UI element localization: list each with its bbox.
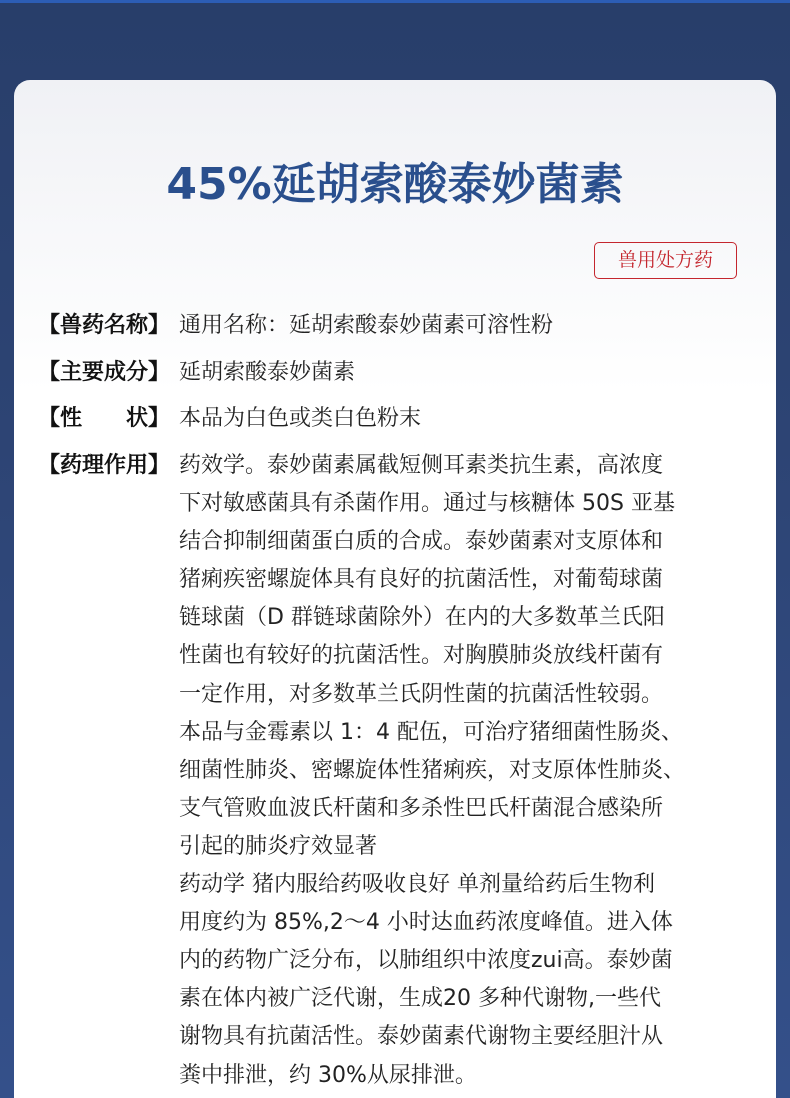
field-row-appearance: [38, 400, 421, 438]
pharmacology-text: [179, 447, 759, 1095]
text-line: 性菌也有较好的抗菌活性。对胸膜肺炎放线杆菌有: [179, 643, 664, 669]
field-value: 本品为白色或类白色粉末: [179, 406, 422, 431]
field-row-ingredient: [38, 354, 355, 392]
field-row-name: [38, 307, 553, 345]
text-line: 支气管败血波氏杆菌和多杀性巴氏杆菌混合感染所: [179, 795, 664, 821]
text-line: 本品与金霉素以 1：4 配伍，可治疗猪细菌性肠炎、: [179, 719, 683, 745]
field-label: 【兽药名称】: [38, 313, 171, 338]
product-title: 45%延胡索酸泰妙菌素: [166, 159, 624, 210]
text-line: 素在体内被广泛代谢，生成20 多种代谢物,一些代: [179, 986, 661, 1012]
field-label: 【药理作用】: [38, 453, 171, 478]
text-line: 结合抑制细菌蛋白质的合成。泰妙菌素对支原体和: [179, 529, 664, 555]
text-line: 猪痢疾密螺旋体具有良好的抗菌活性，对葡萄球菌: [179, 567, 664, 593]
text-line: 下对敏感菌具有杀菌作用。通过与核糖体 50S 亚基: [179, 491, 675, 517]
field-value: 通用名称：延胡索酸泰妙菌素可溶性粉: [179, 313, 554, 338]
field-value: 延胡索酸泰妙菌素: [179, 360, 356, 385]
text-line: 内的药物广泛分布，以肺组织中浓度zui高。泰妙菌: [179, 948, 673, 974]
text-line: 粪中排泄，约 30%从尿排泄。: [179, 1062, 477, 1088]
top-accent-bar: [0, 0, 790, 3]
text-line: 用度约为 85%,2～4 小时达血药浓度峰值。进入体: [179, 910, 673, 936]
text-line: 药动学 猪内服给药吸收良好 单剂量给药后生物利: [179, 872, 655, 898]
text-line: 链球菌（D 群链球菌除外）在内的大多数革兰氏阳: [179, 605, 665, 631]
text-line: 药效学。泰妙菌素属截短侧耳素类抗生素，高浓度: [179, 453, 664, 478]
field-label: 【性 状】: [38, 406, 171, 431]
field-row-pharmacology: [38, 447, 179, 485]
text-line: 谢物具有抗菌活性。泰妙菌素代谢物主要经胆汁从: [179, 1024, 664, 1050]
text-line: 细菌性肺炎、密螺旋体性猪痢疾，对支原体性肺炎、: [179, 757, 686, 783]
field-label: 【主要成分】: [38, 360, 171, 385]
prescription-badge: 兽用处方药: [594, 242, 737, 279]
text-line: 一定作用，对多数革兰氏阴性菌的抗菌活性较弱。: [179, 681, 664, 707]
text-line: 引起的肺炎疗效显著: [179, 833, 378, 859]
